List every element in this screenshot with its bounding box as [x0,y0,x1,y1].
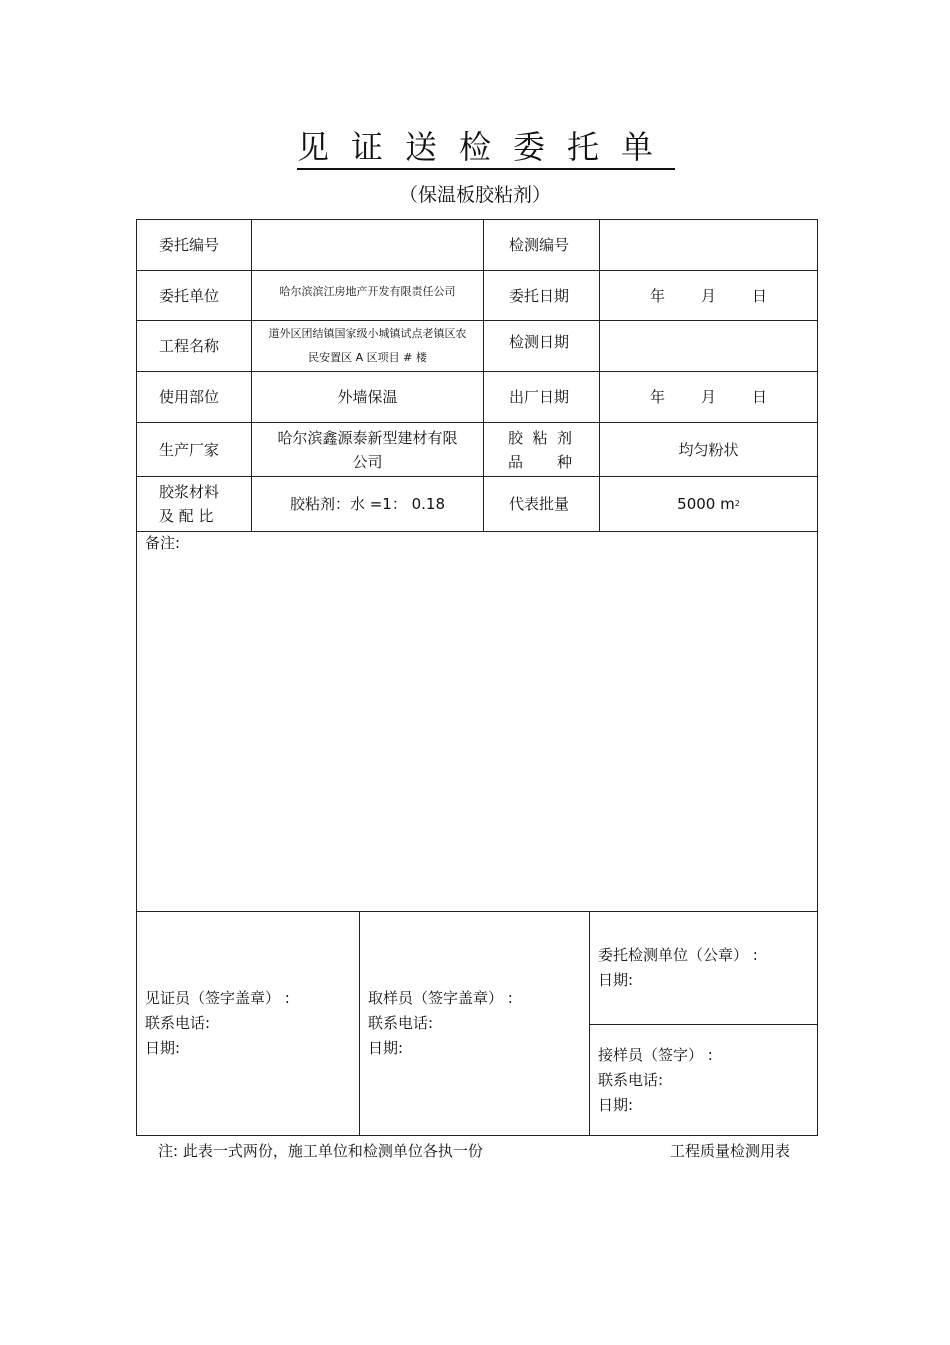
adhesive-variety-label [484,423,599,476]
project-label: 工程名称 [159,337,220,355]
project-value-line1: 道外区团结镇国家级小城镇试点老镇区农 [268,327,467,340]
usage-label: 使用部位 [159,388,220,406]
witness-block[interactable] [145,986,290,1061]
day-label: 日 [752,388,768,406]
batch-label: 代表批量 [509,495,570,513]
document-title: 见证送检委托单 [0,122,950,168]
commission-no-value[interactable] [252,220,483,270]
receiver-date: 日期: [598,1096,634,1114]
test-no-label: 检测编号 [509,236,570,254]
row-divider [137,531,817,532]
adhesive-variety-value[interactable]: 均匀粉状 [678,440,739,459]
column-divider [589,911,590,1135]
mortar-ratio-value[interactable]: 胶粘剂：水 =1： 0.18 [289,495,446,513]
client-label: 委托单位 [159,286,220,305]
factory-date-value[interactable] [600,372,817,422]
mortar-label [151,477,251,531]
sampler-phone: 联系电话: [368,1014,434,1032]
adhesive-variety-label-line2 [508,450,572,474]
test-date-value[interactable] [600,321,817,371]
footer-note: 注: 此表一式两份，施工单位和检测单位各执一份 [158,1142,483,1160]
label-char: 品 [508,452,524,471]
batch-unit-superscript: 2 [734,499,740,508]
commission-no-label: 委托编号 [159,236,220,254]
manufacturer-value[interactable] [252,423,483,476]
witness-date: 日期: [145,1039,181,1057]
receiver-signature: 接样员（签字） : [598,1046,713,1064]
factory-date-label: 出厂日期 [509,388,570,406]
year-label: 年 [649,388,665,406]
batch-value[interactable] [600,477,817,531]
witness-signature: 见证员（签字盖章） : [145,989,290,1007]
remarks-label: 备注: [145,534,181,552]
month-label: 月 [700,388,716,406]
sampler-block[interactable] [368,986,513,1061]
receiver-block[interactable] [598,1043,713,1118]
receiver-phone: 联系电话: [598,1071,664,1089]
commission-form-table [136,219,818,1136]
adhesive-variety-label-line1 [508,426,572,450]
client-value[interactable]: 哈尔滨滨江房地产开发有限责任公司 [279,285,456,298]
document-subtitle: （保温板胶粘剂） [398,184,551,206]
commission-date-label: 委托日期 [509,286,570,305]
label-char: 剂 [556,428,572,447]
manufacturer-label: 生产厂家 [159,440,220,459]
year-label: 年 [649,286,665,305]
manufacturer-value-line2: 公司 [352,452,383,471]
sampler-date: 日期: [368,1039,404,1057]
testing-unit-date: 日期: [598,971,634,989]
row-divider [589,1024,817,1025]
manufacturer-value-line1: 哈尔滨鑫源泰新型建材有限 [277,428,458,447]
test-no-value[interactable] [600,220,817,270]
month-label: 月 [700,286,716,305]
column-divider [483,220,484,531]
form-type-label: 工程质量检测用表 [670,1142,791,1160]
test-date-label: 检测日期 [509,333,570,351]
mortar-label-line1: 胶浆材料 [159,483,220,501]
project-value-line2: 民安置区 A 区项目 # 楼 [308,351,427,364]
commission-date-value[interactable] [600,271,817,320]
testing-unit-seal: 委托检测单位（公章） : [598,946,758,964]
row-divider [137,911,817,912]
label-char: 种 [556,452,572,471]
column-divider [359,911,360,1135]
witness-phone: 联系电话: [145,1014,211,1032]
label-char: 粘 [532,428,548,447]
mortar-label-line2: 及 配 比 [159,507,214,525]
project-value[interactable] [252,321,483,371]
label-char: 胶 [508,428,524,447]
batch-amount: 5000 m [677,495,735,513]
testing-unit-block[interactable] [598,943,758,993]
day-label: 日 [752,286,768,305]
sampler-signature: 取样员（签字盖章） : [368,989,513,1007]
usage-value[interactable]: 外墙保温 [337,388,398,406]
